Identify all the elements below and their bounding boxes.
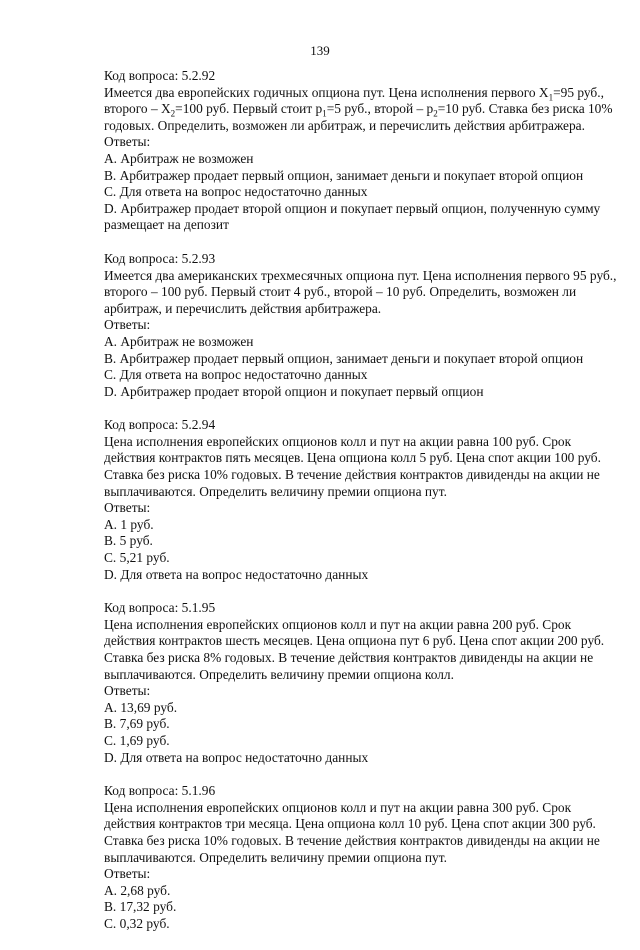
page-number: 139 <box>310 43 330 58</box>
question-text: Цена исполнения европейских опционов колл и пут на акции равна 200 руб. Срок действия контрактов шесть месяцев. Цена опциона пут 6 руб. Цена спот акции 200 руб. Ставка без риска 8% годовых. В течение действия контрактов дивиденды на акции не выплачиваются. Определить величину премии опциона колл. <box>104 616 605 682</box>
question-text: Имеется два американских трехмесячных опциона пут. Цена исполнения первого 95 руб., второго – 100 руб. Первый стоит 4 руб., второй – 10 руб. Определить, возможен ли арбитраж, и перечислить действия арбитражера. <box>104 267 617 316</box>
answers-label: Ответы: <box>104 866 151 882</box>
answer-option: B. Арбитражер продает первый опцион, занимает деньги и покупает второй опцион <box>104 167 584 183</box>
question-text: Цена исполнения европейских опционов колл и пут на акции равна 100 руб. Срок действия контрактов пять месяцев. Цена опциона колл 5 руб. Цена спот акции 100 руб. Ставка без риска 10% годовых. В течение действия контрактов дивиденды на акции не выплачиваются. Определить величину премии опциона пут. <box>104 433 601 499</box>
question-block <box>104 600 624 766</box>
answer-option: B. 7,69 руб. <box>104 716 170 732</box>
question-block <box>104 68 624 234</box>
answer-option: C. 5,21 руб. <box>104 550 170 566</box>
answer-option: A. Арбитраж не возможен <box>104 333 254 349</box>
page-content <box>104 68 624 950</box>
answer-option: C. 0,32 руб. <box>104 915 170 931</box>
answers-label: Ответы: <box>104 683 151 699</box>
question-code: Код вопроса: 5.2.94 <box>104 417 216 433</box>
question-text: Цена исполнения европейских опционов колл и пут на акции равна 300 руб. Срок действия контрактов три месяца. Цена опциона колл 10 руб. Цена спот акции 300 руб. Ставка без риска 10% годовых. В течение действия контрактов дивиденды на акции не выплачиваются. Определить величину премии опциона пут. <box>104 799 600 865</box>
question-block <box>104 417 624 583</box>
answer-option: B. Арбитражер продает первый опцион, занимает деньги и покупает второй опцион <box>104 350 584 366</box>
answer-option: B. 5 руб. <box>104 533 153 549</box>
answer-option: A. Арбитраж не возможен <box>104 150 254 166</box>
answer-option: A. 1 руб. <box>104 516 154 532</box>
answer-option: C. 1,69 руб. <box>104 732 170 748</box>
answer-option: D. Арбитражер продает второй опцион и покупает первый опцион <box>104 383 484 399</box>
answers-label: Ответы: <box>104 317 151 333</box>
answer-option: D. Арбитражер продает второй опцион и покупает первый опцион, полученную сумму размещает на депозит <box>104 200 601 233</box>
answer-option: C. Для ответа на вопрос недостаточно данных <box>104 367 368 383</box>
question-code: Код вопроса: 5.2.92 <box>104 68 216 83</box>
question-text: Имеется два европейских годичных опциона пут. Цена исполнения первого $X_1=95$ руб., второго – $X_2=100$ руб. Первый стоит $p_1=5$ руб., второй – $p_2=10$ руб. Ставка без риска 10% годовых. Определить, возможен ли арбитраж, и перечислить действия арбитражера. <box>104 84 613 133</box>
answer-option: B. 17,32 руб. <box>104 899 177 915</box>
answer-option: D. Для ответа на вопрос недостаточно данных <box>104 749 369 765</box>
answer-option: A. 2,68 руб. <box>104 882 171 898</box>
answers-label: Ответы: <box>104 500 151 516</box>
answer-option: D. Для ответа на вопрос недостаточно данных <box>104 566 369 582</box>
answer-option: A. 13,69 руб. <box>104 699 178 715</box>
question-block <box>104 251 624 400</box>
question-code: Код вопроса: 5.1.95 <box>104 600 216 616</box>
answers-label: Ответы: <box>104 134 151 150</box>
answer-option: C. Для ответа на вопрос недостаточно данных <box>104 184 368 200</box>
question-code: Код вопроса: 5.2.93 <box>104 250 216 266</box>
question-block <box>104 783 624 932</box>
question-code: Код вопроса: 5.1.96 <box>104 783 216 799</box>
